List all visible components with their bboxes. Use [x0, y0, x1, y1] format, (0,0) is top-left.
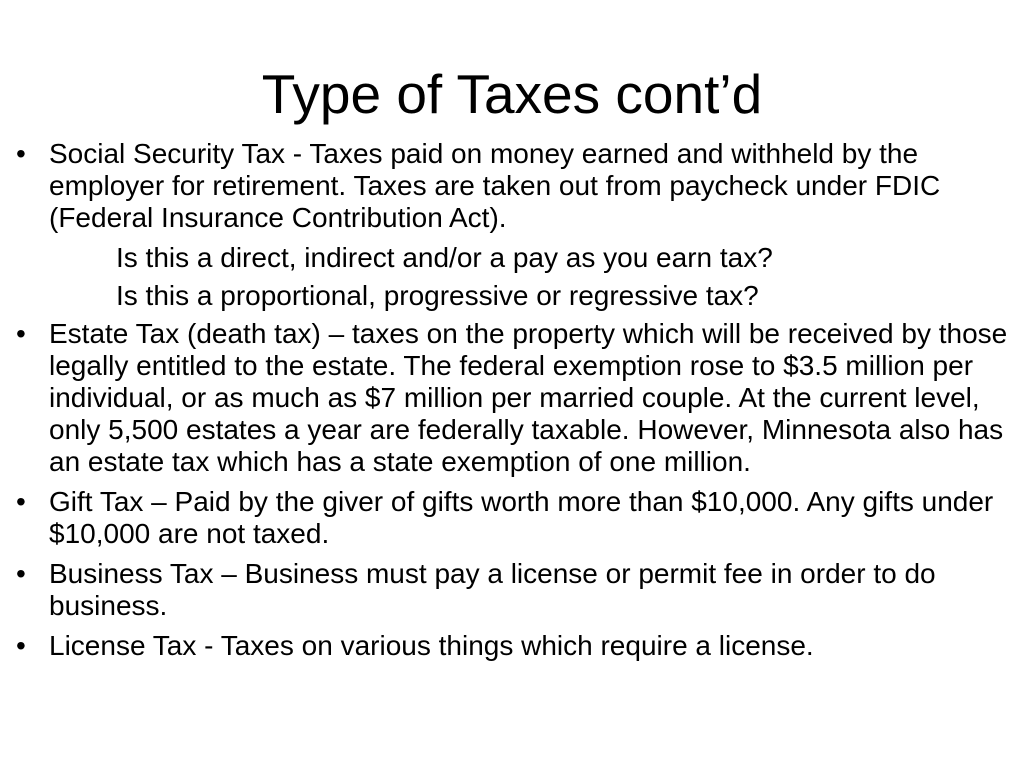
bullet-icon: • [16, 318, 26, 349]
bullet-text: Estate Tax (death tax) – taxes on the property which will be received by those legally entitled to the estate. The federal exemption rose to $3.5 million per individual, or as much as $7 million per married couple. At the current level, only 5,500 estates a year are federally taxable. However, Minnesota also has an estate tax which has a state exemption of one million. [49, 318, 1008, 477]
question-proportional-progressive: Is this a proportional, progressive or regressive tax? [116, 280, 759, 311]
bullet-item-estate-tax [0, 318, 1024, 478]
question-direct-indirect: Is this a direct, indirect and/or a pay as you earn tax? [116, 242, 773, 273]
bullet-item-social-security [0, 138, 1024, 234]
bullet-icon: • [16, 138, 26, 169]
bullet-list [0, 138, 1024, 670]
bullet-text: License Tax - Taxes on various things which require a license. [49, 630, 814, 661]
slide-title: Type of Taxes cont’d [261, 63, 763, 125]
bullet-icon: • [16, 558, 26, 589]
bullet-item-gift-tax [0, 486, 1024, 550]
bullet-text: Gift Tax – Paid by the giver of gifts worth more than $10,000. Any gifts under $10,000 are not taxed. [49, 486, 994, 549]
bullet-item-license-tax [0, 630, 1024, 662]
bullet-text: Social Security Tax - Taxes paid on money earned and withheld by the employer for retirement. Taxes are taken out from paycheck under FDIC (Federal Insurance Contribution Act). [49, 138, 941, 233]
bullet-text: Business Tax – Business must pay a license or permit fee in order to do business. [49, 558, 936, 621]
bullet-icon: • [16, 630, 26, 661]
bullet-item-business-tax [0, 558, 1024, 622]
bullet-icon: • [16, 486, 26, 517]
